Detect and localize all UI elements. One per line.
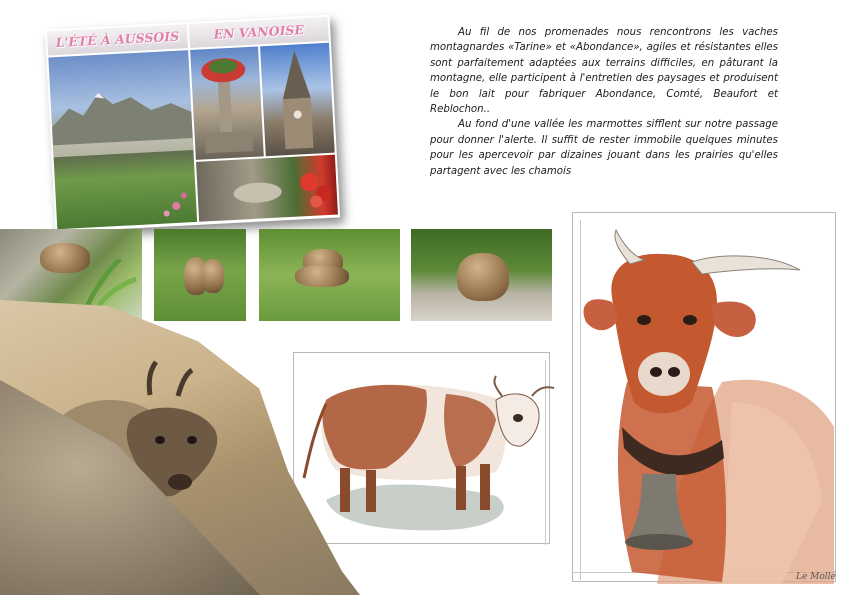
story-text (430, 25, 778, 179)
marmot-figure (457, 253, 509, 301)
marmot-photo-4 (411, 229, 552, 321)
paragraph-cows: Au fil de nos promenades nous rencontrons les vaches montagnardes «Tarine» et «Abondance», agiles et résistantes elles sont parfaitement adaptées aux terrains difficiles, en pâturant la montagne, elle participent à l'entretien des paysages et produisent le bon lait pour fabriquer Abondance, Comté, Beaufort et Reblochon.. (430, 27, 778, 116)
marmot-photo-2 (154, 229, 246, 321)
marmot-figure (202, 259, 224, 293)
postcard-title-left: L'ÉTÉ À AUSSOIS (47, 24, 188, 55)
artist-signature: Le Mollé (796, 572, 836, 582)
postcard-church-photo (260, 43, 335, 156)
marmot-photo-3 (259, 229, 400, 321)
tarine-cow-watercolor (572, 212, 840, 584)
abondance-cow-watercolor (296, 360, 566, 540)
postcard-fountain-photo (190, 46, 264, 159)
paragraph-marmots: Au fond d'une vallée les marmottes sifflent sur notre passage pour donner l'alerte. Il suffit de rester immobile quelques minutes pour les apercevoir par dizaines jouant dans les prairies qu'elles partagent avec les chamois (430, 119, 778, 177)
postcard-title-right: EN VANOISE (189, 17, 329, 48)
postcard-aussois (45, 15, 340, 233)
marmot-figure (295, 265, 349, 287)
postcard-mountain-photo (48, 50, 197, 229)
postcard-flowers-photo (196, 155, 338, 222)
